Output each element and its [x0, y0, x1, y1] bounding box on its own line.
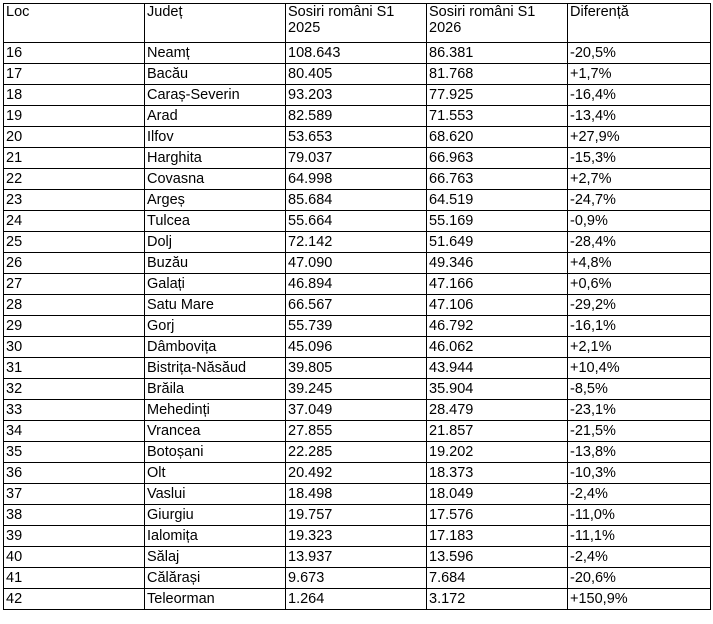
- cell-judet: Călărași: [145, 568, 286, 589]
- cell-judet: Argeș: [145, 190, 286, 211]
- table-row: [4, 463, 711, 484]
- table-row: [4, 64, 711, 85]
- table-row: [4, 127, 711, 148]
- cell-arrivals-2025: 82.589: [286, 106, 427, 127]
- header-row: [4, 4, 711, 43]
- cell-difference: -23,1%: [568, 400, 711, 421]
- cell-arrivals-2025: 64.998: [286, 169, 427, 190]
- cell-arrivals-2026: 49.346: [427, 253, 568, 274]
- cell-arrivals-2026: 17.183: [427, 526, 568, 547]
- table-body: [4, 43, 711, 610]
- cell-judet: Caraș-Severin: [145, 85, 286, 106]
- cell-arrivals-2026: 35.904: [427, 379, 568, 400]
- cell-arrivals-2025: 18.498: [286, 484, 427, 505]
- cell-arrivals-2025: 20.492: [286, 463, 427, 484]
- cell-judet: Satu Mare: [145, 295, 286, 316]
- cell-difference: -13,4%: [568, 106, 711, 127]
- table-row: [4, 232, 711, 253]
- cell-difference: -2,4%: [568, 484, 711, 505]
- table-row: [4, 547, 711, 568]
- cell-judet: Arad: [145, 106, 286, 127]
- table-row: [4, 274, 711, 295]
- table-row: [4, 505, 711, 526]
- cell-difference: -15,3%: [568, 148, 711, 169]
- table-row: [4, 169, 711, 190]
- cell-judet: Giurgiu: [145, 505, 286, 526]
- table-row: [4, 148, 711, 169]
- table-row: [4, 421, 711, 442]
- table-row: [4, 442, 711, 463]
- cell-arrivals-2026: 51.649: [427, 232, 568, 253]
- cell-arrivals-2025: 53.653: [286, 127, 427, 148]
- cell-judet: Ilfov: [145, 127, 286, 148]
- cell-difference: -0,9%: [568, 211, 711, 232]
- cell-difference: +0,6%: [568, 274, 711, 295]
- cell-loc: 20: [4, 127, 145, 148]
- cell-judet: Dâmbovița: [145, 337, 286, 358]
- table-row: [4, 253, 711, 274]
- cell-arrivals-2025: 55.664: [286, 211, 427, 232]
- cell-arrivals-2025: 79.037: [286, 148, 427, 169]
- cell-judet: Ialomița: [145, 526, 286, 547]
- cell-difference: -13,8%: [568, 442, 711, 463]
- cell-loc: 26: [4, 253, 145, 274]
- cell-arrivals-2026: 18.373: [427, 463, 568, 484]
- cell-judet: Bistrița-Năsăud: [145, 358, 286, 379]
- arrivals-table: [3, 3, 711, 610]
- cell-arrivals-2025: 55.739: [286, 316, 427, 337]
- table-row: [4, 337, 711, 358]
- cell-judet: Gorj: [145, 316, 286, 337]
- cell-arrivals-2026: 81.768: [427, 64, 568, 85]
- cell-arrivals-2026: 18.049: [427, 484, 568, 505]
- cell-loc: 34: [4, 421, 145, 442]
- cell-judet: Teleorman: [145, 589, 286, 610]
- header-cell-arrivals-2026: Sosiri români S1 2026: [427, 4, 568, 43]
- cell-loc: 41: [4, 568, 145, 589]
- cell-arrivals-2025: 39.245: [286, 379, 427, 400]
- cell-difference: -28,4%: [568, 232, 711, 253]
- cell-loc: 36: [4, 463, 145, 484]
- table-row: [4, 43, 711, 64]
- cell-difference: -2,4%: [568, 547, 711, 568]
- cell-arrivals-2025: 46.894: [286, 274, 427, 295]
- cell-judet: Brăila: [145, 379, 286, 400]
- cell-loc: 33: [4, 400, 145, 421]
- cell-difference: +150,9%: [568, 589, 711, 610]
- cell-loc: 25: [4, 232, 145, 253]
- cell-loc: 19: [4, 106, 145, 127]
- cell-judet: Bacău: [145, 64, 286, 85]
- table-row: [4, 589, 711, 610]
- cell-arrivals-2025: 37.049: [286, 400, 427, 421]
- cell-difference: -11,0%: [568, 505, 711, 526]
- table-row: [4, 106, 711, 127]
- cell-difference: -20,5%: [568, 43, 711, 64]
- table-row: [4, 379, 711, 400]
- header-cell-difference: Diferență: [568, 4, 711, 43]
- cell-arrivals-2026: 19.202: [427, 442, 568, 463]
- cell-loc: 22: [4, 169, 145, 190]
- table-row: [4, 526, 711, 547]
- cell-loc: 31: [4, 358, 145, 379]
- cell-judet: Harghita: [145, 148, 286, 169]
- cell-loc: 28: [4, 295, 145, 316]
- cell-arrivals-2026: 47.106: [427, 295, 568, 316]
- cell-difference: -20,6%: [568, 568, 711, 589]
- cell-judet: Neamț: [145, 43, 286, 64]
- cell-arrivals-2026: 28.479: [427, 400, 568, 421]
- table-row: [4, 484, 711, 505]
- cell-loc: 29: [4, 316, 145, 337]
- cell-arrivals-2025: 80.405: [286, 64, 427, 85]
- cell-arrivals-2025: 13.937: [286, 547, 427, 568]
- cell-judet: Botoșani: [145, 442, 286, 463]
- cell-arrivals-2025: 22.285: [286, 442, 427, 463]
- table-row: [4, 568, 711, 589]
- cell-judet: Mehedinți: [145, 400, 286, 421]
- cell-difference: +27,9%: [568, 127, 711, 148]
- header-cell-judet: Județ: [145, 4, 286, 43]
- cell-arrivals-2025: 9.673: [286, 568, 427, 589]
- cell-arrivals-2026: 68.620: [427, 127, 568, 148]
- cell-arrivals-2026: 66.963: [427, 148, 568, 169]
- cell-difference: -8,5%: [568, 379, 711, 400]
- cell-difference: +1,7%: [568, 64, 711, 85]
- cell-loc: 35: [4, 442, 145, 463]
- cell-difference: +10,4%: [568, 358, 711, 379]
- table-row: [4, 85, 711, 106]
- cell-judet: Vrancea: [145, 421, 286, 442]
- cell-arrivals-2026: 77.925: [427, 85, 568, 106]
- cell-difference: -16,1%: [568, 316, 711, 337]
- cell-difference: +4,8%: [568, 253, 711, 274]
- cell-arrivals-2025: 39.805: [286, 358, 427, 379]
- cell-arrivals-2026: 13.596: [427, 547, 568, 568]
- table-row: [4, 316, 711, 337]
- cell-arrivals-2026: 64.519: [427, 190, 568, 211]
- cell-loc: 17: [4, 64, 145, 85]
- table-row: [4, 211, 711, 232]
- cell-arrivals-2026: 55.169: [427, 211, 568, 232]
- cell-arrivals-2026: 21.857: [427, 421, 568, 442]
- cell-arrivals-2026: 17.576: [427, 505, 568, 526]
- cell-loc: 32: [4, 379, 145, 400]
- cell-arrivals-2025: 72.142: [286, 232, 427, 253]
- cell-difference: -24,7%: [568, 190, 711, 211]
- cell-loc: 16: [4, 43, 145, 64]
- cell-judet: Dolj: [145, 232, 286, 253]
- cell-judet: Buzău: [145, 253, 286, 274]
- table-row: [4, 295, 711, 316]
- cell-arrivals-2026: 46.062: [427, 337, 568, 358]
- cell-arrivals-2025: 19.757: [286, 505, 427, 526]
- cell-loc: 30: [4, 337, 145, 358]
- cell-arrivals-2026: 66.763: [427, 169, 568, 190]
- cell-loc: 24: [4, 211, 145, 232]
- cell-judet: Galați: [145, 274, 286, 295]
- header-cell-loc: Loc: [4, 4, 145, 43]
- cell-judet: Vaslui: [145, 484, 286, 505]
- cell-arrivals-2026: 7.684: [427, 568, 568, 589]
- cell-difference: +2,1%: [568, 337, 711, 358]
- cell-arrivals-2025: 47.090: [286, 253, 427, 274]
- cell-arrivals-2025: 45.096: [286, 337, 427, 358]
- table-row: [4, 190, 711, 211]
- cell-difference: -11,1%: [568, 526, 711, 547]
- cell-loc: 39: [4, 526, 145, 547]
- cell-arrivals-2026: 71.553: [427, 106, 568, 127]
- cell-arrivals-2026: 43.944: [427, 358, 568, 379]
- cell-judet: Olt: [145, 463, 286, 484]
- cell-difference: -21,5%: [568, 421, 711, 442]
- table-row: [4, 400, 711, 421]
- cell-loc: 27: [4, 274, 145, 295]
- cell-arrivals-2026: 46.792: [427, 316, 568, 337]
- cell-arrivals-2025: 1.264: [286, 589, 427, 610]
- cell-arrivals-2026: 86.381: [427, 43, 568, 64]
- cell-difference: +2,7%: [568, 169, 711, 190]
- cell-judet: Sălaj: [145, 547, 286, 568]
- cell-arrivals-2025: 27.855: [286, 421, 427, 442]
- cell-difference: -10,3%: [568, 463, 711, 484]
- cell-judet: Covasna: [145, 169, 286, 190]
- cell-loc: 37: [4, 484, 145, 505]
- cell-arrivals-2026: 47.166: [427, 274, 568, 295]
- cell-arrivals-2025: 93.203: [286, 85, 427, 106]
- cell-loc: 18: [4, 85, 145, 106]
- header-cell-arrivals-2025: Sosiri români S1 2025: [286, 4, 427, 43]
- cell-arrivals-2025: 85.684: [286, 190, 427, 211]
- cell-loc: 23: [4, 190, 145, 211]
- cell-loc: 38: [4, 505, 145, 526]
- cell-judet: Tulcea: [145, 211, 286, 232]
- cell-loc: 21: [4, 148, 145, 169]
- cell-difference: -16,4%: [568, 85, 711, 106]
- table-row: [4, 358, 711, 379]
- cell-arrivals-2025: 66.567: [286, 295, 427, 316]
- cell-loc: 42: [4, 589, 145, 610]
- cell-difference: -29,2%: [568, 295, 711, 316]
- cell-loc: 40: [4, 547, 145, 568]
- cell-arrivals-2025: 108.643: [286, 43, 427, 64]
- cell-arrivals-2026: 3.172: [427, 589, 568, 610]
- cell-arrivals-2025: 19.323: [286, 526, 427, 547]
